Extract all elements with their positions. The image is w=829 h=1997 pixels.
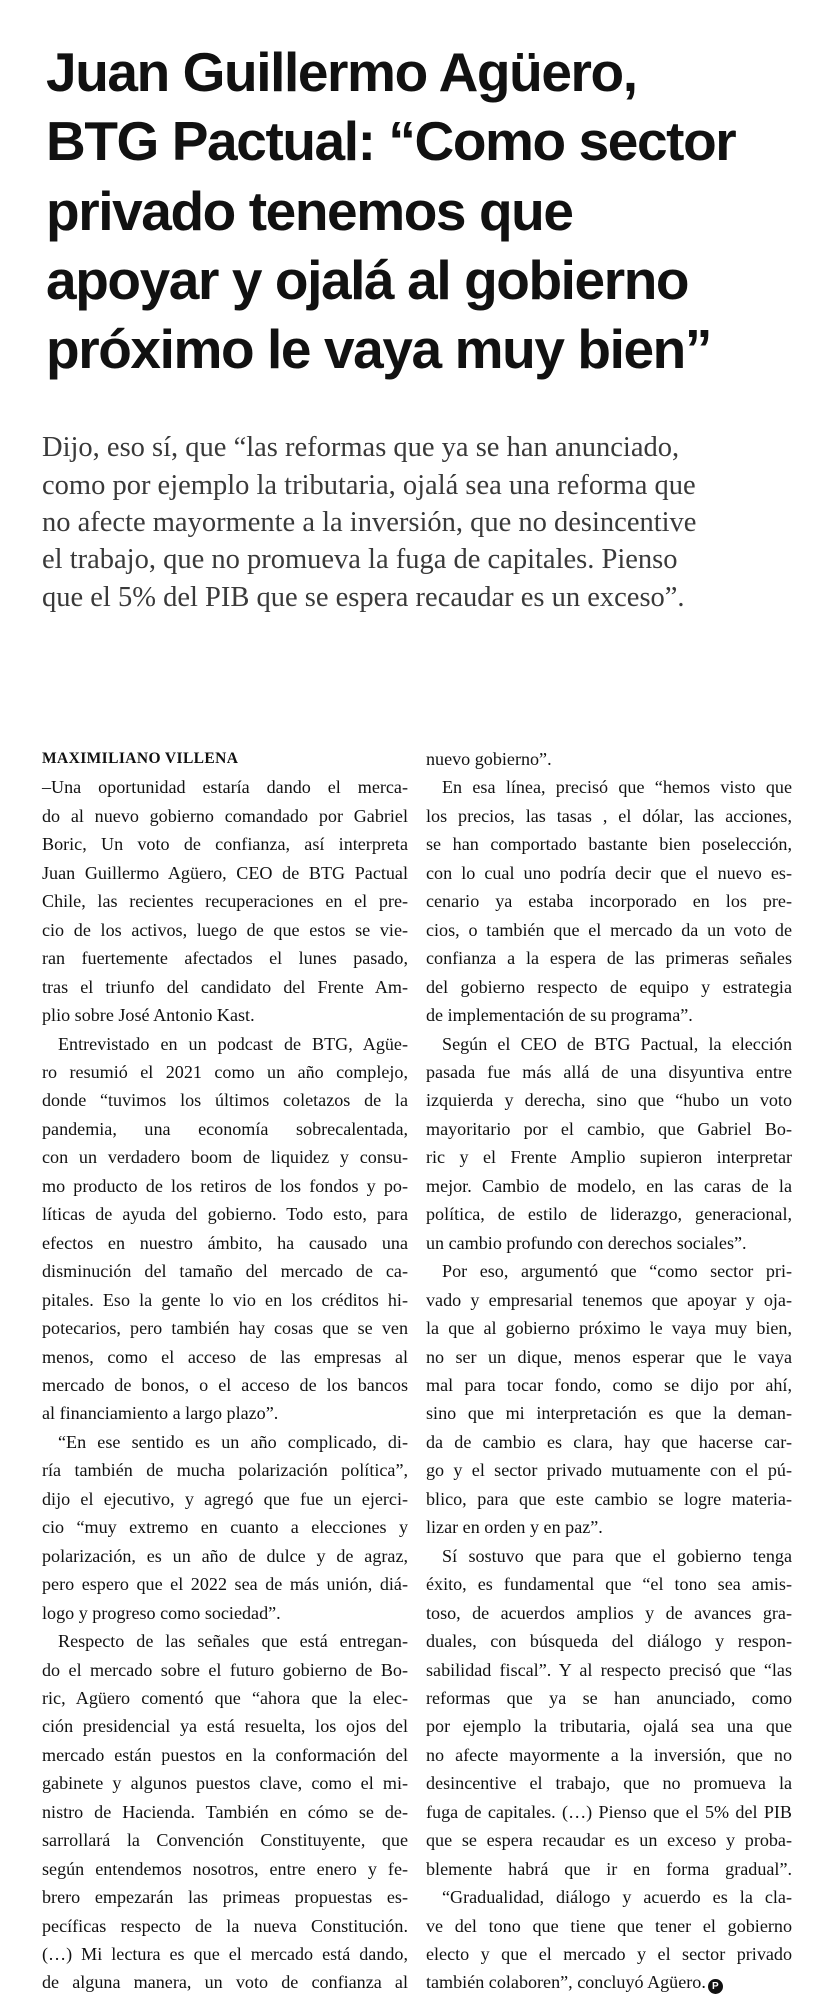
body-text-line: Boric, Un voto de confianza, así interpreta bbox=[42, 834, 408, 855]
body-text-line: confianza a la espera de las primeras señales bbox=[426, 948, 792, 969]
body-text-line: ric, Agüero comentó que “ahora que la elec- bbox=[42, 1687, 408, 1708]
body-text-line: del gobierno respecto de equipo y estrategia bbox=[426, 976, 792, 997]
body-text-line: los precios, las tasas , el dólar, las acciones, bbox=[426, 805, 792, 826]
body-text-line: blemente habrá que ir en forma gradual”. bbox=[426, 1858, 792, 1879]
body-text-line: ro resumió el 2021 como un año complejo, bbox=[42, 1061, 408, 1082]
body-text-line: sabilidad fiscal”. Y al respecto precisó que “las bbox=[426, 1659, 792, 1680]
body-text-line: gabinete y algunos puestos clave, como el mi- bbox=[42, 1773, 408, 1794]
body-text-line: tras el triunfo del candidato del Frente Am- bbox=[42, 976, 408, 997]
article-body bbox=[42, 745, 792, 1993]
body-text-line: pecíficas respecto de la nueva Constitución. bbox=[42, 1915, 408, 1936]
body-text-line: cios, o también que el mercado da un voto de bbox=[426, 919, 792, 940]
body-text-line: un cambio profundo con derechos sociales”. bbox=[426, 1232, 747, 1253]
end-of-article-icon: P bbox=[708, 1979, 723, 1994]
body-text-line: polarización, es un año de dulce y de agraz, bbox=[42, 1545, 408, 1566]
body-text-line: no ser un dique, menos esperar que le vaya bbox=[426, 1346, 792, 1367]
body-text-line: da de cambio es clara, hay que hacerse car- bbox=[426, 1431, 792, 1452]
body-text-line: pandemia, una economía sobrecalentada, bbox=[42, 1118, 408, 1139]
body-text-line: ción presidencial ya está resuelta, los ojos del bbox=[42, 1716, 408, 1737]
body-text-line: sino que mi interpretación es que la deman- bbox=[426, 1403, 792, 1424]
body-text-line: go y el sector privado mutuamente con el pú- bbox=[426, 1460, 792, 1481]
body-text-line: que se espera recaudar es un exceso y proba- bbox=[426, 1830, 792, 1851]
body-text-line: con lo cual uno podría decir que el nuevo es- bbox=[426, 862, 792, 883]
body-text-line: al financiamiento a largo plazo”. bbox=[42, 1403, 279, 1424]
body-text-line: de implementación de su programa”. bbox=[426, 1005, 693, 1026]
body-text-line: lizar en orden y en paz”. bbox=[426, 1517, 603, 1538]
body-text-line: Chile, las recientes recuperaciones en el pre- bbox=[42, 891, 408, 912]
body-text-line: electo y que el mercado y el sector privado bbox=[426, 1944, 792, 1965]
headline-line: BTG Pactual: “Como sector bbox=[46, 110, 736, 173]
body-text-line: también colaboren”, concluyó Agüero. bbox=[426, 1972, 706, 1993]
body-text-line: dijo el ejecutivo, y agregó que fue un ejerci- bbox=[42, 1488, 408, 1509]
body-text-line: menos, como el acceso de las empresas al bbox=[42, 1346, 408, 1367]
body-text-line: líticas de ayuda del gobierno. Todo esto, para bbox=[42, 1204, 408, 1225]
body-text-line: –Una oportunidad estaría dando el merca- bbox=[42, 777, 408, 798]
body-text-line: éxito, es fundamental que “el tono sea amis- bbox=[426, 1574, 792, 1595]
body-text-line: fuga de capitales. (…) Pienso que el 5% del PIB bbox=[426, 1801, 792, 1822]
body-text-line: Juan Guillermo Agüero, CEO de BTG Pactual bbox=[42, 862, 408, 883]
body-text-line: pero espero que el 2022 sea de más unión, diá- bbox=[42, 1574, 408, 1595]
body-text-line: desincentive el trabajo, que no promueva la bbox=[426, 1773, 792, 1794]
body-text-line: do al nuevo gobierno comandado por Gabriel bbox=[42, 805, 408, 826]
body-text-line: (…) Mi lectura es que el mercado está dando, bbox=[42, 1944, 408, 1965]
deck-summary bbox=[42, 429, 791, 616]
body-text-line: Sí sostuvo que para que el gobierno tenga bbox=[442, 1545, 792, 1566]
deck-line: el trabajo, que no promueva la fuga de capitales. Pienso bbox=[42, 544, 678, 576]
deck-line: no afecte mayormente a la inversión, que no desincentive bbox=[42, 507, 697, 539]
deck-line: que el 5% del PIB que se espera recaudar es un exceso”. bbox=[42, 581, 685, 613]
body-text-line: mo producto de los retiros de los fondos y po- bbox=[42, 1175, 408, 1196]
body-text-line: pasada fue más allá de una disyuntiva entre bbox=[426, 1061, 792, 1082]
body-text-line: ric y el Frente Amplio supieron interpretar bbox=[426, 1147, 792, 1168]
headline-line: próximo le vaya muy bien” bbox=[46, 318, 711, 381]
column-left bbox=[42, 745, 408, 1993]
body-text-line: se han comportado bastante bien poselección, bbox=[426, 834, 792, 855]
body-text-line: plio sobre José Antonio Kast. bbox=[42, 1005, 255, 1026]
body-text-line: cenario ya estaba incorporado en los pre- bbox=[426, 891, 792, 912]
body-text-line: Entrevistado en un podcast de BTG, Agüe- bbox=[58, 1033, 408, 1054]
body-text-line: Respecto de las señales que está entregan- bbox=[58, 1631, 408, 1652]
body-text-line: mayoritario por el cambio, que Gabriel Bo- bbox=[426, 1118, 792, 1139]
body-text-line: brero empezarán las primeas propuestas es- bbox=[42, 1887, 408, 1908]
body-text-line: vado y empresarial tenemos que apoyar y oja- bbox=[426, 1289, 792, 1310]
body-text-line: ran fuertemente afectados el lunes pasado, bbox=[42, 948, 408, 969]
body-text-line: ría también de mucha polarización política”, bbox=[42, 1460, 408, 1481]
byline: MAXIMILIANO VILLENA bbox=[42, 750, 239, 767]
body-text-line: do el mercado sobre el futuro gobierno de Bo- bbox=[42, 1659, 408, 1680]
body-text-line: de alguna manera, un voto de confianza al bbox=[42, 1972, 408, 1993]
body-text-line: efectos en nuestro ámbito, ha causado una bbox=[42, 1232, 408, 1253]
body-text-line: duales, con búsqueda del diálogo y respon- bbox=[426, 1631, 792, 1652]
body-text-line: En esa línea, precisó que “hemos visto que bbox=[442, 777, 792, 798]
body-text-line: cio de los activos, luego de que estos se vie- bbox=[42, 919, 408, 940]
body-text-line: pitales. Eso la gente lo vio en los créditos hi- bbox=[42, 1289, 408, 1310]
final-line bbox=[426, 1968, 792, 1996]
body-text-line: Por eso, argumentó que “como sector pri- bbox=[442, 1261, 792, 1282]
headline-line: privado tenemos que bbox=[46, 179, 573, 242]
body-text-line: mejor. Cambio de modelo, en las caras de la bbox=[426, 1175, 792, 1196]
body-text-line: nuevo gobierno”. bbox=[426, 749, 552, 769]
body-text-line: disminución del tamaño del mercado de ca- bbox=[42, 1261, 408, 1282]
body-text-line: blico, para que este cambio se logre materia- bbox=[426, 1488, 792, 1509]
column-right bbox=[426, 745, 792, 1993]
deck-line: Dijo, eso sí, que “las reformas que ya se han anunciado, bbox=[42, 432, 680, 464]
body-text-line: la que al gobierno próximo le vaya muy bien, bbox=[426, 1318, 792, 1339]
body-text-line: cio “muy extremo en cuanto a elecciones y bbox=[42, 1517, 408, 1538]
body-text-line: donde “tuvimos los últimos coletazos de la bbox=[42, 1090, 408, 1111]
body-text-line: “En ese sentido es un año complicado, di- bbox=[58, 1431, 408, 1452]
body-text-line: no afecte mayormente a la inversión, que no bbox=[426, 1744, 792, 1765]
body-text-line: Según el CEO de BTG Pactual, la elección bbox=[442, 1033, 792, 1054]
body-text-line: reformas que ya se han anunciado, como bbox=[426, 1687, 792, 1708]
body-text-line: potecarios, pero también hay cosas que se ven bbox=[42, 1318, 408, 1339]
body-text-line: izquierda y derecha, sino que “hubo un voto bbox=[426, 1090, 792, 1111]
body-text-line: mercado están puestos en la conformación del bbox=[42, 1744, 408, 1765]
headline-line: apoyar y ojalá al gobierno bbox=[46, 248, 689, 311]
body-text-line: toso, de acuerdos amplios y de avances gra- bbox=[426, 1602, 792, 1623]
body-text-line: sarrollará la Convención Constituyente, que bbox=[42, 1830, 408, 1851]
body-text-line: mercado de bonos, o el acceso de los bancos bbox=[42, 1374, 408, 1395]
headline bbox=[46, 38, 791, 384]
body-text-line: mal para tocar fondo, como se dijo por ahí, bbox=[426, 1374, 792, 1395]
body-text-line: por ejemplo la tributaria, ojalá sea una que bbox=[426, 1716, 792, 1737]
body-text-line: ve del tono que tiene que tener el gobierno bbox=[426, 1915, 792, 1936]
body-text-line: “Gradualidad, diálogo y acuerdo es la cla- bbox=[442, 1887, 792, 1908]
body-text-line: según entendemos nosotros, entre enero y fe- bbox=[42, 1858, 408, 1879]
body-text-line: logo y progreso como sociedad”. bbox=[42, 1602, 281, 1623]
body-text-line: con un verdadero boom de liquidez y consu- bbox=[42, 1147, 408, 1168]
body-text-line: política, de estilo de liderazgo, generacional, bbox=[426, 1204, 792, 1225]
headline-line: Juan Guillermo Agüero, bbox=[46, 41, 637, 103]
deck-line: como por ejemplo la tributaria, ojalá sea una reforma que bbox=[42, 469, 696, 501]
body-text-line: nistro de Hacienda. También en cómo se de- bbox=[42, 1801, 408, 1822]
